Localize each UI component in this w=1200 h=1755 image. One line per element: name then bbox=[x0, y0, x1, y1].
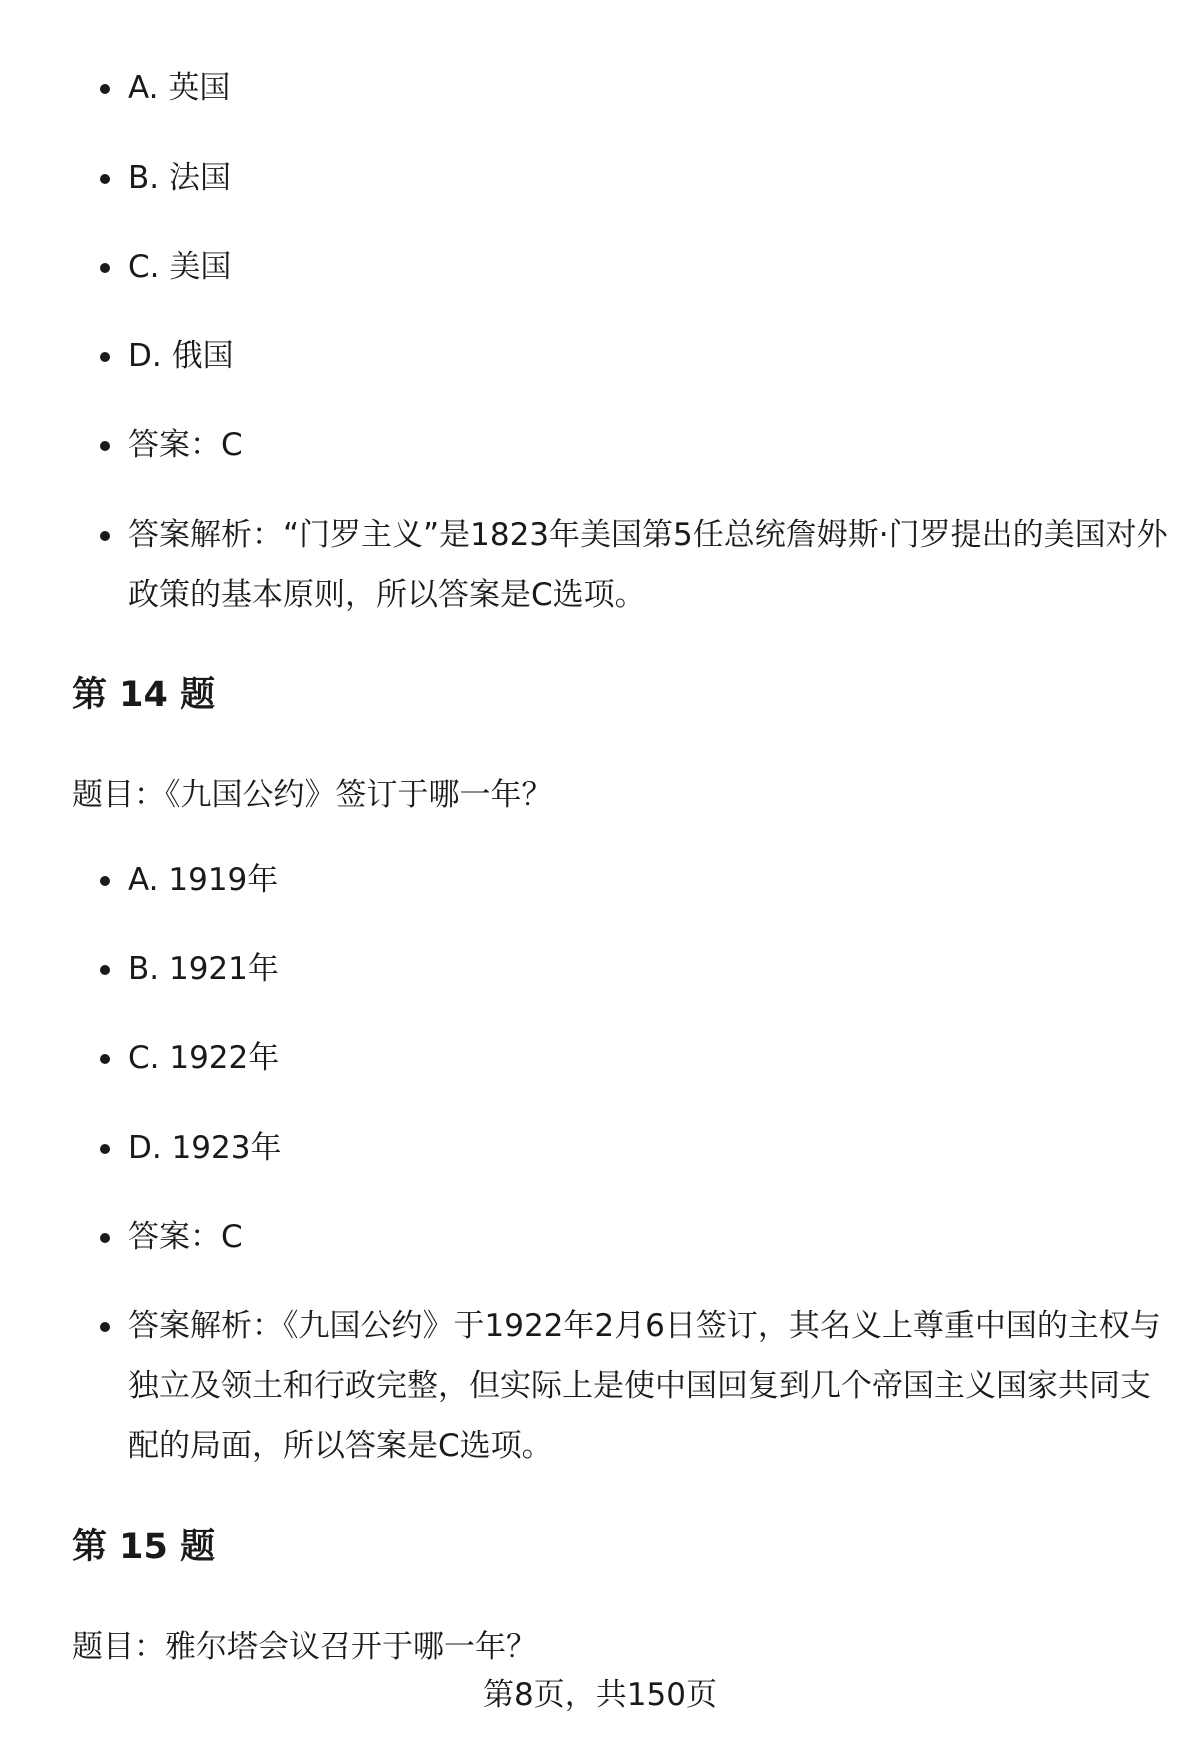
option-b: B. 法国 bbox=[128, 148, 1168, 208]
option-d: D. 1923年 bbox=[128, 1118, 1168, 1178]
option-a: A. 英国 bbox=[128, 58, 1168, 118]
answer: 答案：C bbox=[128, 415, 1168, 475]
question-14-heading: 第 14 题 bbox=[72, 675, 216, 715]
option-b: B. 1921年 bbox=[128, 939, 1168, 999]
question-14-text: 题目：《九国公约》签订于哪一年？ bbox=[72, 777, 553, 813]
answer-explanation: 答案解析：《九国公约》于1922年2月6日签订，其名义上尊重中国的主权与独立及领土和行政完整，但实际上是使中国回复到几个帝国主义国家共同支配的局面，所以答案是C选项。 bbox=[128, 1296, 1168, 1476]
question-15-heading: 第 15 题 bbox=[72, 1527, 216, 1567]
page-indicator: 第8页，共150页 bbox=[483, 1677, 717, 1713]
answer: 答案：C bbox=[128, 1207, 1168, 1267]
option-c: C. 美国 bbox=[128, 237, 1168, 297]
option-d: D. 俄国 bbox=[128, 326, 1168, 386]
option-a: A. 1919年 bbox=[128, 850, 1168, 910]
answer-explanation: 答案解析：“门罗主义”是1823年美国第5任总统詹姆斯·门罗提出的美国对外政策的基本原则，所以答案是C选项。 bbox=[128, 505, 1168, 625]
option-c: C. 1922年 bbox=[128, 1028, 1168, 1088]
question-15-text: 题目：雅尔塔会议召开于哪一年？ bbox=[72, 1629, 537, 1665]
